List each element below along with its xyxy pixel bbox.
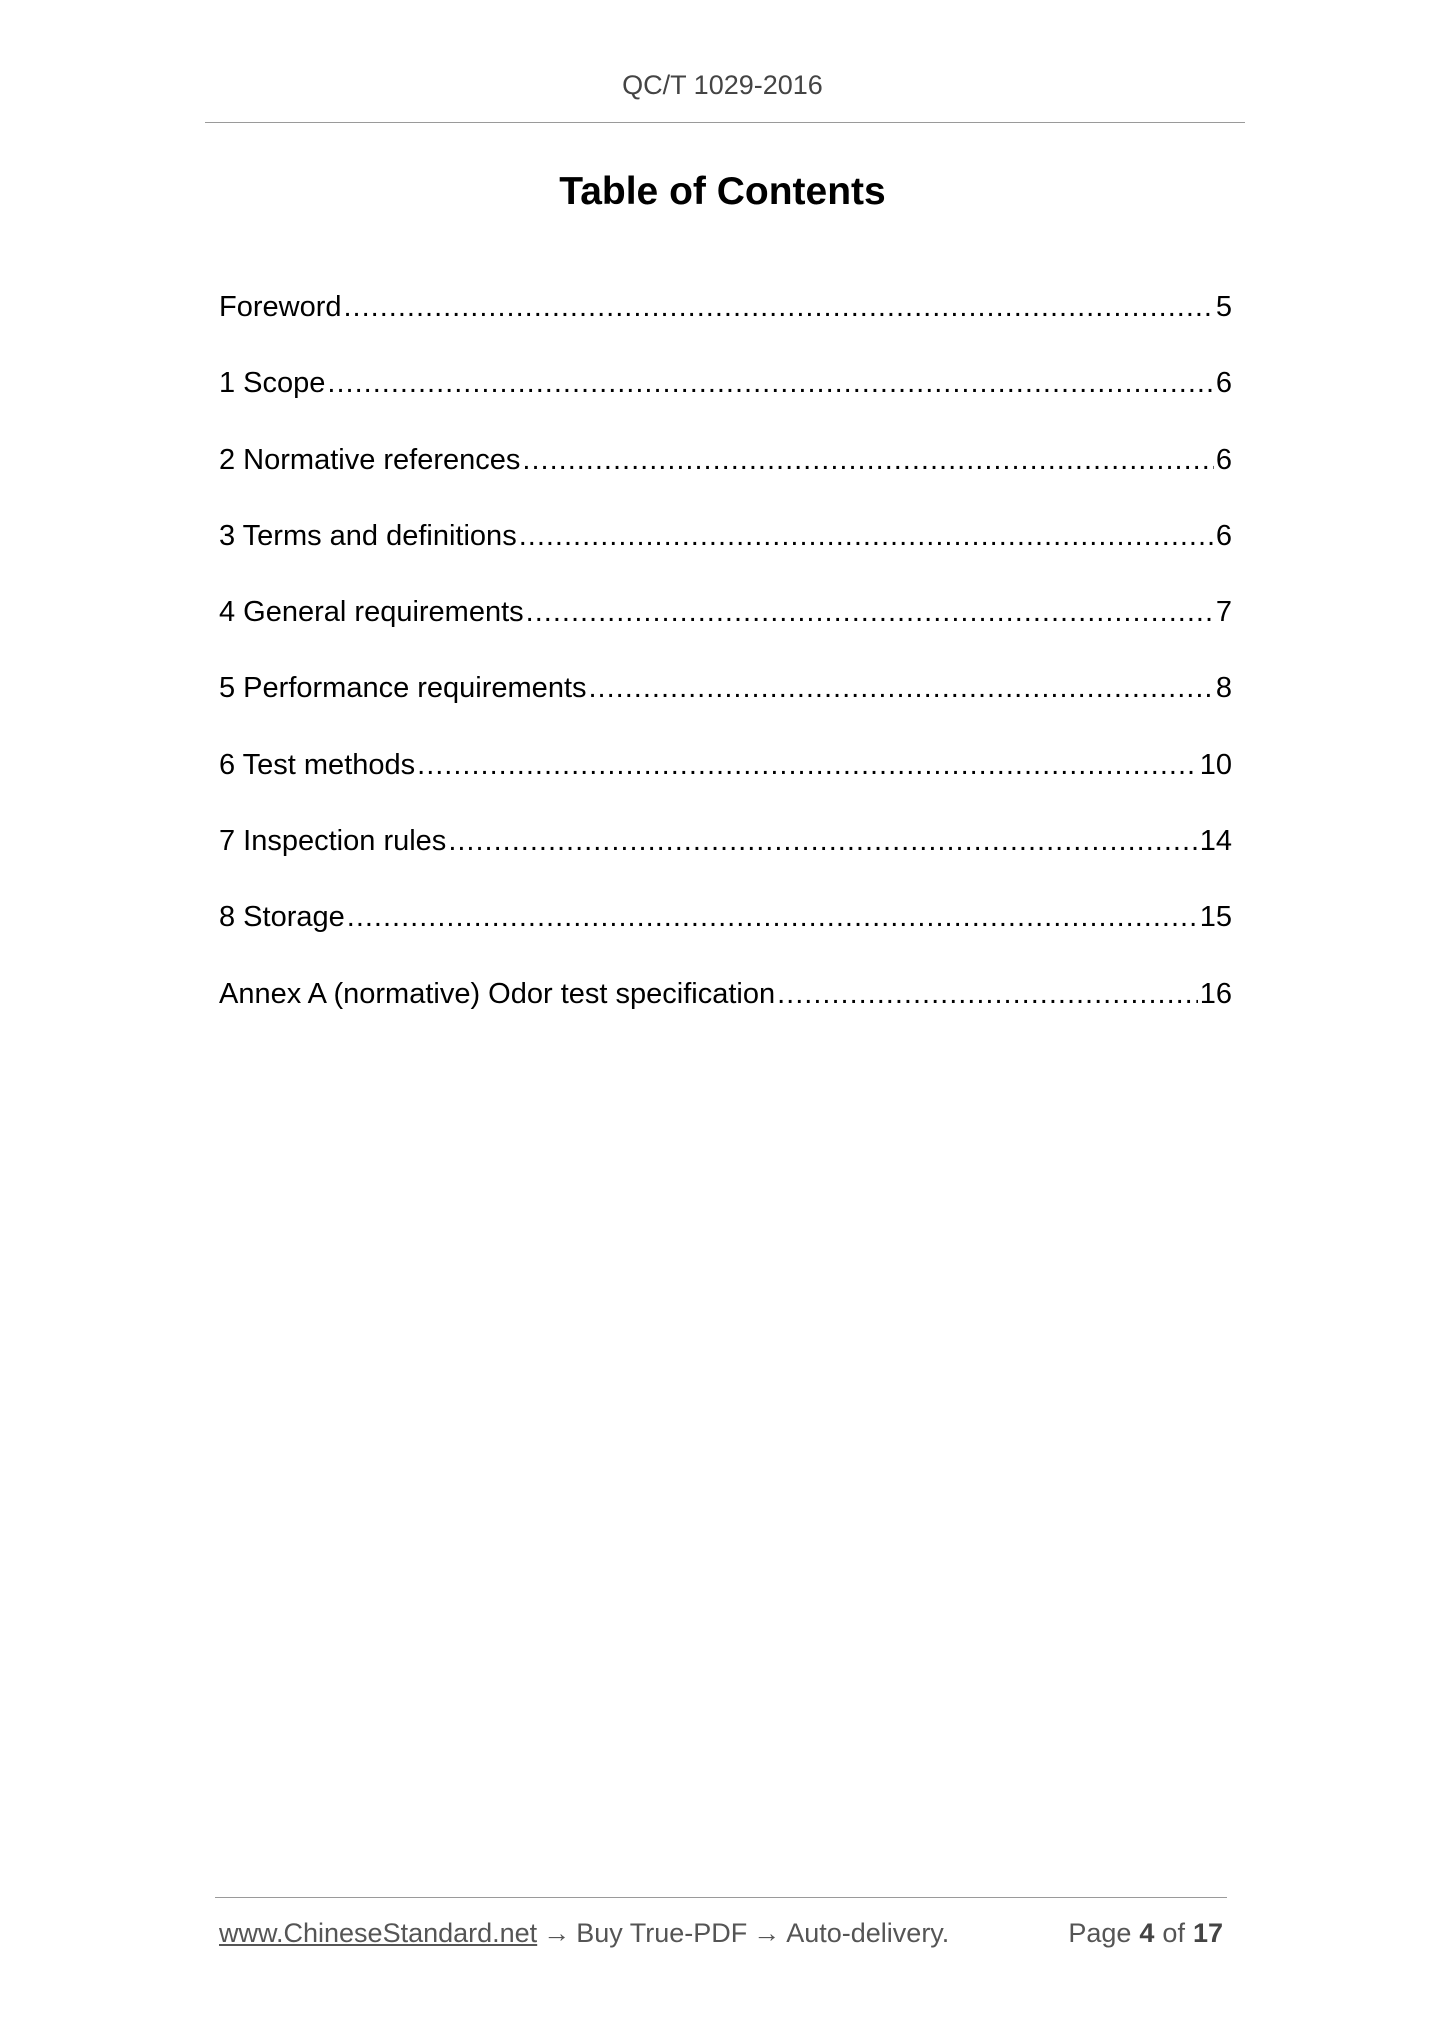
toc-entry-label: 5 Performance requirements bbox=[219, 672, 587, 705]
toc-entry-label: Annex A (normative) Odor test specification bbox=[219, 977, 776, 1010]
arrow-right-icon: → bbox=[753, 1918, 781, 1948]
toc-dot-leader bbox=[519, 516, 1214, 556]
toc-entry-annex-a[interactable] bbox=[219, 974, 1232, 1050]
header-divider bbox=[205, 122, 1245, 123]
toc-entry-label: Foreword bbox=[219, 291, 342, 323]
toc-dot-leader bbox=[327, 363, 1213, 403]
toc-dot-leader bbox=[522, 440, 1213, 480]
page-footer bbox=[219, 1918, 1223, 1958]
toc-entry-page: 6 bbox=[1215, 519, 1232, 552]
page-number bbox=[1068, 1918, 1223, 1949]
footer-divider bbox=[215, 1897, 1227, 1898]
toc-list bbox=[219, 287, 1232, 1050]
page-word: Page bbox=[1068, 1918, 1132, 1948]
toc-dot-leader bbox=[448, 821, 1197, 861]
buy-true-pdf-text: Buy True-PDF bbox=[576, 1918, 748, 1948]
toc-entry-scope[interactable] bbox=[219, 363, 1232, 439]
running-header: QC/T 1029-2016 bbox=[622, 70, 823, 100]
toc-entry-performance-requirements[interactable] bbox=[219, 668, 1232, 744]
toc-dot-leader bbox=[777, 974, 1198, 1014]
toc-entry-label: 8 Storage bbox=[219, 901, 345, 934]
toc-entry-label: 2 Normative references bbox=[219, 443, 521, 476]
toc-entry-page: 7 bbox=[1215, 596, 1232, 629]
toc-entry-page: 6 bbox=[1215, 367, 1232, 400]
footer-promo bbox=[219, 1918, 949, 1949]
toc-entry-page: 10 bbox=[1199, 748, 1232, 781]
toc-entry-general-requirements[interactable] bbox=[219, 592, 1232, 668]
toc-dot-leader bbox=[526, 592, 1214, 632]
toc-entry-normative-references[interactable] bbox=[219, 440, 1232, 516]
toc-entry-page: 14 bbox=[1199, 825, 1232, 858]
toc-entry-label: 3 Terms and definitions bbox=[219, 519, 517, 552]
arrow-right-icon: → bbox=[543, 1918, 571, 1948]
toc-entry-terms-and-definitions[interactable] bbox=[219, 516, 1232, 592]
auto-delivery-text: Auto-delivery. bbox=[786, 1918, 950, 1948]
toc-dot-leader bbox=[344, 287, 1214, 327]
toc-entry-label: 6 Test methods bbox=[219, 748, 416, 781]
toc-entry-page: 5 bbox=[1215, 291, 1232, 323]
toc-entry-page: 8 bbox=[1215, 672, 1232, 705]
toc-dot-leader bbox=[417, 745, 1198, 785]
toc-entry-page: 16 bbox=[1199, 977, 1232, 1010]
toc-entry-label: 4 General requirements bbox=[219, 596, 524, 629]
of-word: of bbox=[1162, 1918, 1185, 1948]
toc-entry-test-methods[interactable] bbox=[219, 745, 1232, 821]
toc-entry-storage[interactable] bbox=[219, 897, 1232, 973]
page-title: Table of Contents bbox=[559, 170, 886, 213]
toc-entry-label: 7 Inspection rules bbox=[219, 825, 447, 858]
toc-entry-page: 15 bbox=[1199, 901, 1232, 934]
website-link[interactable]: www.ChineseStandard.net bbox=[219, 1918, 538, 1948]
total-pages-number: 17 bbox=[1192, 1918, 1223, 1948]
toc-entry-page: 6 bbox=[1215, 443, 1232, 476]
current-page-number: 4 bbox=[1139, 1918, 1155, 1948]
toc-entry-foreword[interactable] bbox=[219, 287, 1232, 363]
toc-dot-leader bbox=[589, 668, 1214, 708]
toc-entry-label: 1 Scope bbox=[219, 367, 326, 400]
toc-entry-inspection-rules[interactable] bbox=[219, 821, 1232, 897]
toc-dot-leader bbox=[347, 897, 1198, 937]
